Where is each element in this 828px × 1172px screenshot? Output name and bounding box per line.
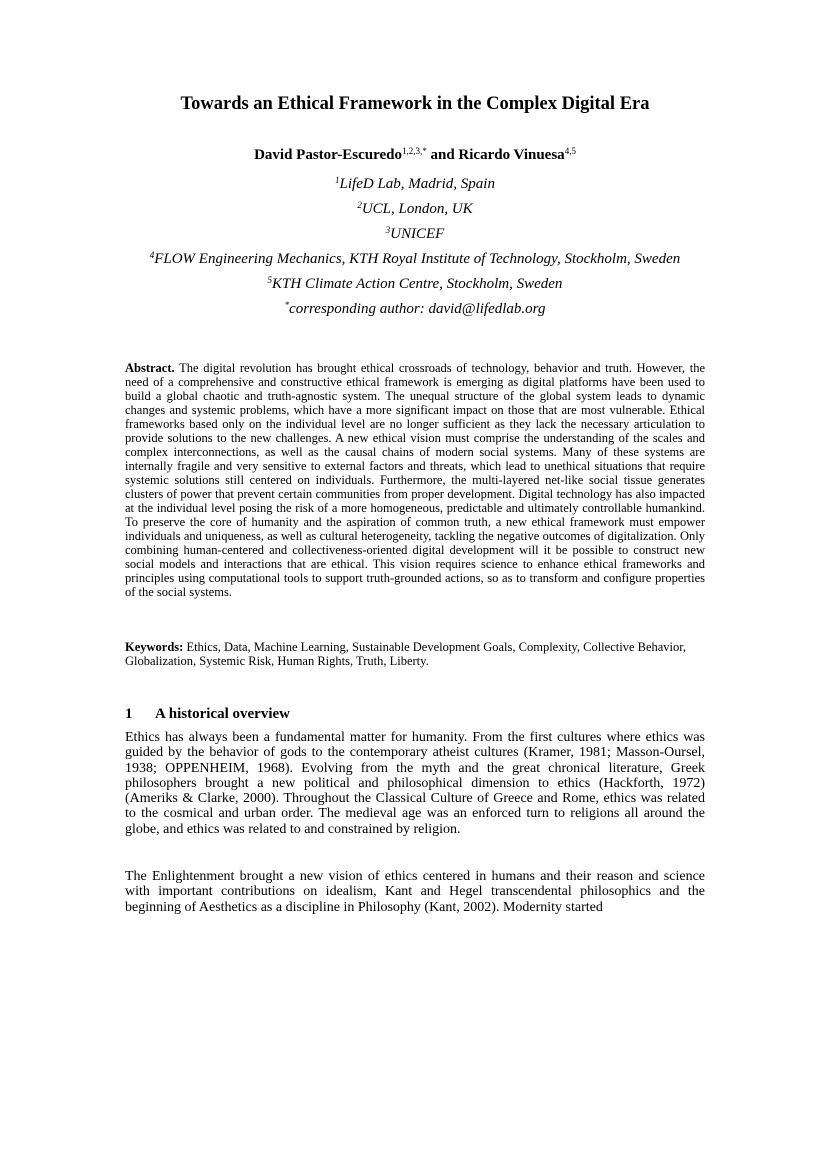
author-2-affiliation-marks: 4,5 — [564, 146, 576, 156]
affiliation-mark: 3 — [385, 225, 391, 235]
paper-title: Towards an Ethical Framework in the Complex Digital Era — [180, 94, 650, 114]
abstract — [125, 361, 705, 599]
author-1-affiliation-marks: 1,2,3,* — [401, 146, 427, 156]
affiliation-mark: 4 — [149, 250, 155, 260]
abstract-label: Abstract. — [125, 361, 175, 375]
affiliation-mark: 5 — [267, 275, 273, 285]
affiliation-1 — [85, 171, 745, 193]
abstract-text: The digital revolution has brought ethical crossroads of technology, behavior and truth. However, the need of a comprehensive and constructive ethical framework is emerging as digital platforms have been used to build a global chaotic and truth-agnostic system. The unequal structure of the global system leads to dynamic changes and systemic problems, which have a more significant impact on those that are most vulnerable. Ethical frameworks based only on the individual level are no longer sufficient as they lack the necessary articulation to provide solutions to the new challenges. A new ethical vision must comprise the understanding of the scales and complex interconnections, as well as the causal chains of modern social systems. Many of these systems are internally fragile and very sensitive to external factors and threats, which lead to unethical situations that require systemic solutions still centered on individuals. Furthermore, the multi-layered net-like social tissue generates clusters of power that prevent certain communities from proper development. Digital technology has also impacted at the individual level posing the risk of a more homogeneous, predictable and ultimately controllable humankind. To preserve the core of humanity and the aspiration of common truth, a new ethical framework must empower individuals and uniqueness, as well as cultural heterogeneity, tackling the negative outcomes of digitalization. Only combining human-centered and collectiveness-oriented digital development will it be possible to construct new social models and interactions that are ethical. This vision requires science to enhance ethical frameworks and principles using computational tools to support truth-grounded actions, so as to transform and configure properties of the social systems. — [125, 361, 705, 599]
affiliation-5 — [85, 271, 745, 293]
affiliation-text: KTH Climate Action Centre, Stockholm, Sweden — [272, 276, 563, 292]
affiliation-mark: 2 — [357, 200, 362, 210]
affiliation-text: LifeD Lab, Madrid, Spain — [339, 176, 495, 192]
author-line — [125, 146, 705, 164]
author-2-name: Ricardo Vinuesa — [458, 147, 565, 163]
keywords-text: Ethics, Data, Machine Learning, Sustainable Development Goals, Complexity, Collective Behavior, Globalization, Systemic Risk, Human Rights, Truth, Liberty. — [125, 640, 687, 668]
section-title: A historical overview — [155, 706, 290, 722]
affiliation-text: UCL, London, UK — [361, 201, 473, 217]
corresponding-author-text: corresponding author: david@lifedlab.org — [289, 301, 546, 317]
body-paragraph-1: Ethics has always been a fundamental matter for humanity. From the first cultures where ethics was guided by the behavior of gods to the contemporary atheist cultures (Kramer, 1981; Masson-Oursel, 1938; OPPENHEIM, 1968). Evolving from the myth and the great chronical literature, Greek philosophers brought a new political and philosophical dimension to ethics (Hackforth, 1972) (Ameriks & Clarke, 2000). Throughout the Classical Culture of Greece and Rome, ethics was related to the cosmical and urban order. The medieval age was an enforced turn to religions all around the globe, and ethics was related to and constrained by religion. — [125, 730, 705, 837]
body-paragraph-2: The Enlightenment brought a new vision of ethics centered in humans and their reason and science with important contributions on idealism, Kant and Hegel transcendental philosophics and the beginning of Aesthetics as a discipline in Philosophy (Kant, 2002). Modernity started — [125, 869, 705, 915]
author-joiner: and — [426, 147, 459, 163]
affiliation-2 — [85, 196, 745, 218]
affiliation-text: FLOW Engineering Mechanics, KTH Royal Institute of Technology, Stockholm, Sweden — [154, 251, 681, 267]
keywords-label: Keywords: — [125, 640, 184, 654]
keywords — [125, 640, 705, 668]
affiliation-mark: 1 — [335, 175, 340, 185]
affiliation-text: UNICEF — [390, 226, 445, 242]
section-heading — [125, 706, 290, 723]
author-1-name: David Pastor-Escuredo — [254, 147, 402, 163]
section-number: 1 — [125, 706, 133, 722]
corresponding-author — [85, 296, 745, 318]
affiliation-3 — [85, 221, 745, 243]
affiliation-4 — [85, 246, 745, 268]
affiliation-mark: * — [284, 300, 290, 310]
